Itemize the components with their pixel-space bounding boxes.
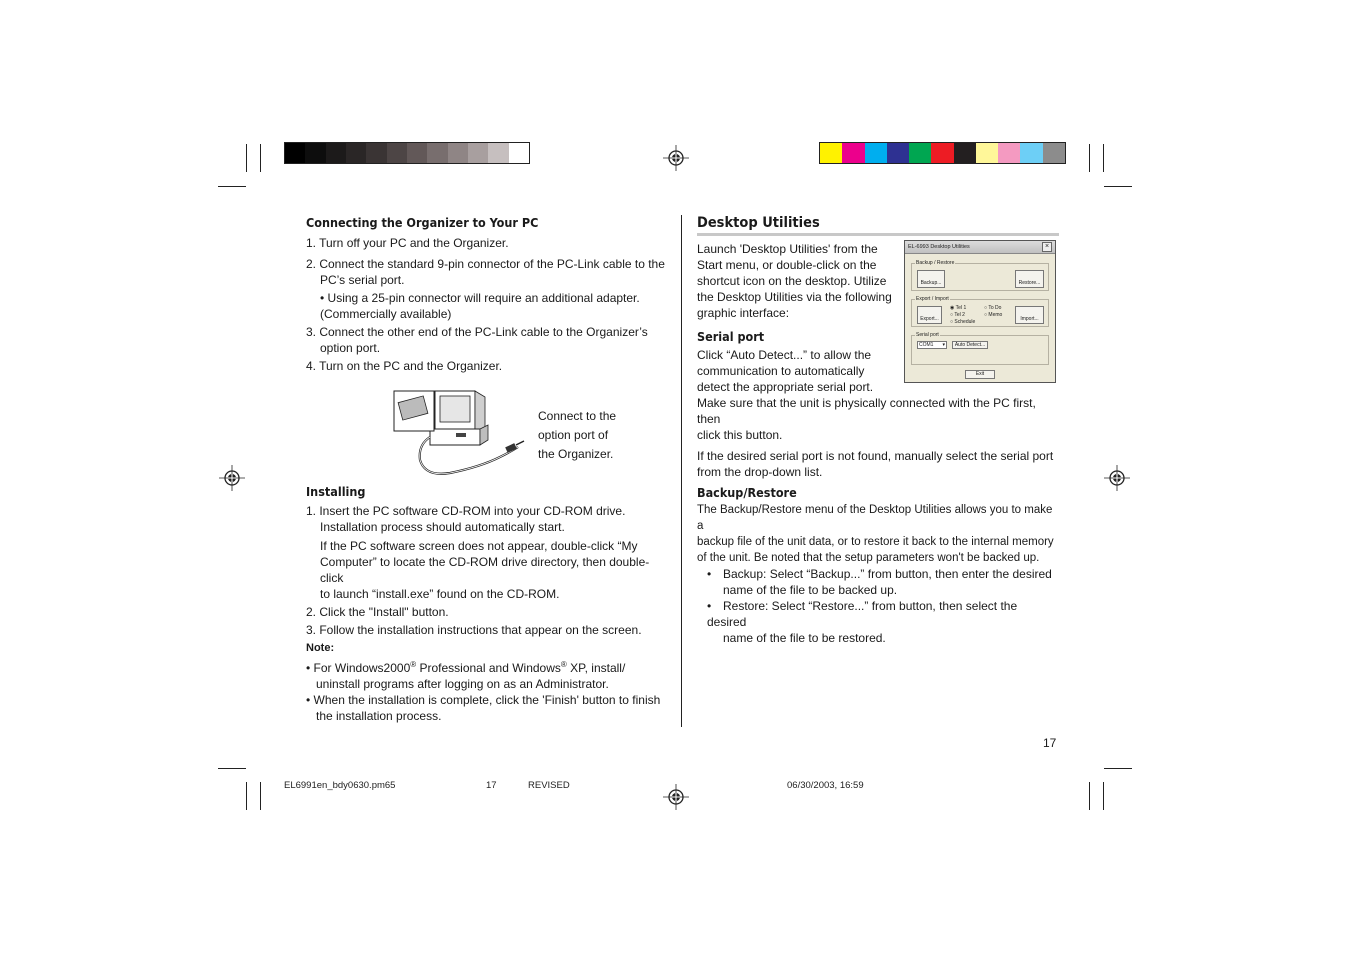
serial-line-4: Make sure that the unit is physically connected with the PC first, then: [697, 396, 1036, 426]
dialog-titlebar: [905, 241, 1055, 254]
installing-section: [306, 484, 670, 724]
note-1-cont: uninstall programs after logging on as an Administrator.: [316, 677, 609, 691]
backup-restore-heading: Backup/Restore: [697, 485, 797, 500]
color-swatch: [998, 143, 1020, 163]
radio-memo-label: Memo: [988, 312, 1003, 318]
radio-todo[interactable]: ○ To Do: [984, 305, 1002, 311]
serial-port-label: Serial port: [916, 332, 939, 338]
column-divider: [681, 215, 682, 727]
registration-mark-icon: [1104, 465, 1130, 491]
step-3-cont: option port.: [320, 341, 381, 355]
export-button[interactable]: [917, 306, 942, 324]
gray-swatch: [448, 143, 468, 163]
color-swatch: [954, 143, 976, 163]
install-step-1: 1. Insert the PC software CD-ROM into your CD-ROM drive.: [306, 504, 626, 518]
auto-detect-button[interactable]: [952, 341, 988, 349]
install-step-1-cont: Installation process should automatically start.: [320, 520, 565, 534]
note-1-part-a: • For Windows2000: [306, 661, 411, 675]
export-import-label: Export / Import: [916, 296, 949, 302]
illustration-caption: [538, 407, 616, 464]
bullet-backup-text: Backup: Select “Backup...” from button, then enter the desired: [723, 567, 1052, 581]
install-step-1-note: If the PC software screen does not appear, double-click “My: [320, 539, 638, 553]
export-button-label: Export...: [920, 316, 939, 322]
bullet-backup: [697, 566, 1059, 582]
backup-line-3: of the unit. Be noted that the setup parameters won't be backed up.: [697, 552, 1040, 564]
crop-mark: [1104, 186, 1132, 187]
crop-mark: [218, 186, 246, 187]
color-swatch: [976, 143, 998, 163]
com-port-value: COM1: [919, 342, 934, 348]
restore-button[interactable]: [1015, 270, 1044, 288]
gray-swatch: [427, 143, 447, 163]
auto-detect-label: Auto Detect...: [954, 342, 986, 348]
crop-mark: [1089, 782, 1090, 810]
crop-mark: [246, 144, 247, 172]
registration-mark-icon: [663, 784, 689, 810]
radio-schedule[interactable]: ○ Schedule: [950, 319, 976, 325]
backup-line-1: The Backup/Restore menu of the Desktop Utilities allows you to make a: [697, 504, 1053, 532]
note-1: [306, 657, 670, 676]
bullet: •: [707, 599, 712, 613]
intro-line-2: Start menu, or double-click on the: [697, 258, 877, 272]
gray-swatch: [285, 143, 305, 163]
desktop-utilities-heading: Desktop Utilities: [697, 215, 1059, 236]
radio-schedule-label: Schedule: [954, 319, 976, 325]
grayscale-bar: [284, 142, 530, 164]
gray-swatch: [509, 143, 529, 163]
color-swatch: [865, 143, 887, 163]
color-swatch: [909, 143, 931, 163]
crop-mark: [1089, 144, 1090, 172]
crop-mark: [1103, 782, 1104, 810]
serial-line-1: Click “Auto Detect...” to allow the: [697, 348, 872, 362]
bullet-restore: [697, 598, 1059, 630]
step-1: 1. Turn off your PC and the Organizer.: [306, 236, 509, 250]
pc-cable-icon: [390, 385, 530, 482]
crop-mark: [218, 768, 246, 769]
installing-heading: Installing: [306, 484, 366, 499]
serial-line-6: If the desired serial port is not found, manually select the serial port: [697, 449, 1054, 463]
gray-swatch: [346, 143, 366, 163]
backup-button-label: Backup...: [920, 280, 942, 286]
note-2: • When the installation is complete, click the 'Finish' button to finish: [306, 693, 661, 707]
registration-mark-icon: [219, 465, 245, 491]
footer-file: EL6991en_bdy0630.pm65: [284, 780, 396, 791]
bullet-backup-cont: name of the file to be backed up.: [723, 583, 898, 597]
color-swatch: [887, 143, 909, 163]
left-column: [306, 215, 670, 374]
caption-line-2: option port of: [538, 428, 609, 442]
bullet-restore-text: Restore: Select “Restore...” from button, then select the desired: [707, 599, 1018, 629]
serial-line-7: from the drop-down list.: [697, 465, 823, 479]
step-2-note-cont: (Commercially available): [320, 307, 452, 321]
backup-button[interactable]: [917, 270, 945, 288]
caption-line-1: Connect to the: [538, 409, 617, 423]
desktop-utilities-dialog: [904, 240, 1056, 383]
radio-todo-label: To Do: [988, 305, 1002, 311]
crop-mark: [1104, 768, 1132, 769]
footer-status: REVISED: [528, 780, 570, 791]
restore-button-label: Restore...: [1018, 280, 1041, 286]
gray-swatch: [305, 143, 325, 163]
dialog-title: EL-6993 Desktop Utilities: [908, 244, 970, 250]
crop-mark: [260, 144, 261, 172]
intro-line-3: shortcut icon on the desktop. Utilize: [697, 274, 887, 288]
gray-swatch: [387, 143, 407, 163]
color-swatch: [931, 143, 953, 163]
color-swatch: [820, 143, 842, 163]
serial-line-2: communication to automatically: [697, 364, 865, 378]
gray-swatch: [468, 143, 488, 163]
install-step-1-note-2: Computer” to locate the CD-ROM drive directory, then double-click: [320, 555, 650, 585]
bullet-restore-cont: name of the file to be restored.: [723, 631, 886, 645]
serial-line-5: click this button.: [697, 428, 783, 442]
color-swatch: [842, 143, 864, 163]
install-step-3: 3. Follow the installation instructions that appear on the screen.: [306, 623, 642, 637]
step-2: 2. Connect the standard 9-pin connector of the PC-Link cable to the: [306, 257, 665, 271]
radio-tel2[interactable]: ○ Tel 2: [950, 312, 965, 318]
serial-port-heading: Serial port: [697, 329, 765, 344]
com-port-select[interactable]: [917, 341, 947, 349]
color-bar: [819, 142, 1066, 164]
intro-line-4: the Desktop Utilities via the following: [697, 290, 892, 304]
serial-line-3: detect the appropriate serial port.: [697, 380, 874, 394]
registration-mark-icon: [663, 145, 689, 171]
color-swatch: [1020, 143, 1042, 163]
crop-mark: [246, 782, 247, 810]
gray-swatch: [407, 143, 427, 163]
radio-tel1[interactable]: ◉ Tel 1: [950, 305, 967, 311]
note-1-part-c: XP, install/: [566, 661, 626, 675]
pc-connection-illustration: [390, 385, 530, 482]
gray-swatch: [326, 143, 346, 163]
footer-page: 17: [486, 780, 497, 791]
crop-mark: [1103, 144, 1104, 172]
step-4: 4. Turn on the PC and the Organizer.: [306, 359, 503, 373]
chevron-down-icon: ▾: [942, 342, 945, 348]
backup-restore-group: [911, 260, 1049, 291]
backup-line-2: backup file of the unit data, or to restore it back to the internal memory: [697, 536, 1054, 548]
note-label: Note:: [306, 642, 335, 654]
step-2-note: • Using a 25-pin connector will require an additional adapter.: [320, 291, 640, 305]
bullet: •: [707, 567, 712, 581]
gray-swatch: [366, 143, 386, 163]
page-number: 17: [1043, 736, 1057, 750]
import-button-label: Import...: [1020, 316, 1039, 322]
radio-tel1-label: Tel 1: [955, 305, 967, 311]
export-import-group: [911, 296, 1049, 327]
crop-mark: [260, 782, 261, 810]
gray-swatch: [488, 143, 508, 163]
install-step-2: 2. Click the "Install" button.: [306, 605, 449, 619]
exit-button-label: Exit: [975, 371, 985, 377]
radio-tel2-label: Tel 2: [954, 312, 965, 318]
backup-restore-label: Backup / Restore: [916, 260, 955, 266]
footer-date: 06/30/2003, 16:59: [787, 780, 864, 791]
connect-heading: Connecting the Organizer to Your PC: [306, 215, 539, 230]
step-3: 3. Connect the other end of the PC-Link cable to the Organizer’s: [306, 325, 648, 339]
registered-mark: ®: [560, 660, 567, 669]
step-2-cont: PC’s serial port.: [320, 273, 405, 287]
exit-button[interactable]: [965, 370, 995, 379]
intro-line-5: graphic interface:: [697, 306, 790, 320]
registered-mark: ®: [410, 660, 417, 669]
import-button[interactable]: [1015, 306, 1044, 324]
install-step-1-note-3: to launch “install.exe” found on the CD-ROM.: [320, 587, 560, 601]
note-1-part-b: Professional and Windows: [416, 661, 561, 675]
serial-port-group: [911, 332, 1049, 365]
intro-line-1: Launch 'Desktop Utilities' from the: [697, 242, 878, 256]
caption-line-3: the Organizer.: [538, 447, 614, 461]
color-swatch: [1043, 143, 1065, 163]
note-2-cont: the installation process.: [316, 709, 442, 723]
close-icon[interactable]: ×: [1042, 242, 1052, 252]
radio-memo[interactable]: ○ Memo: [984, 312, 1003, 318]
